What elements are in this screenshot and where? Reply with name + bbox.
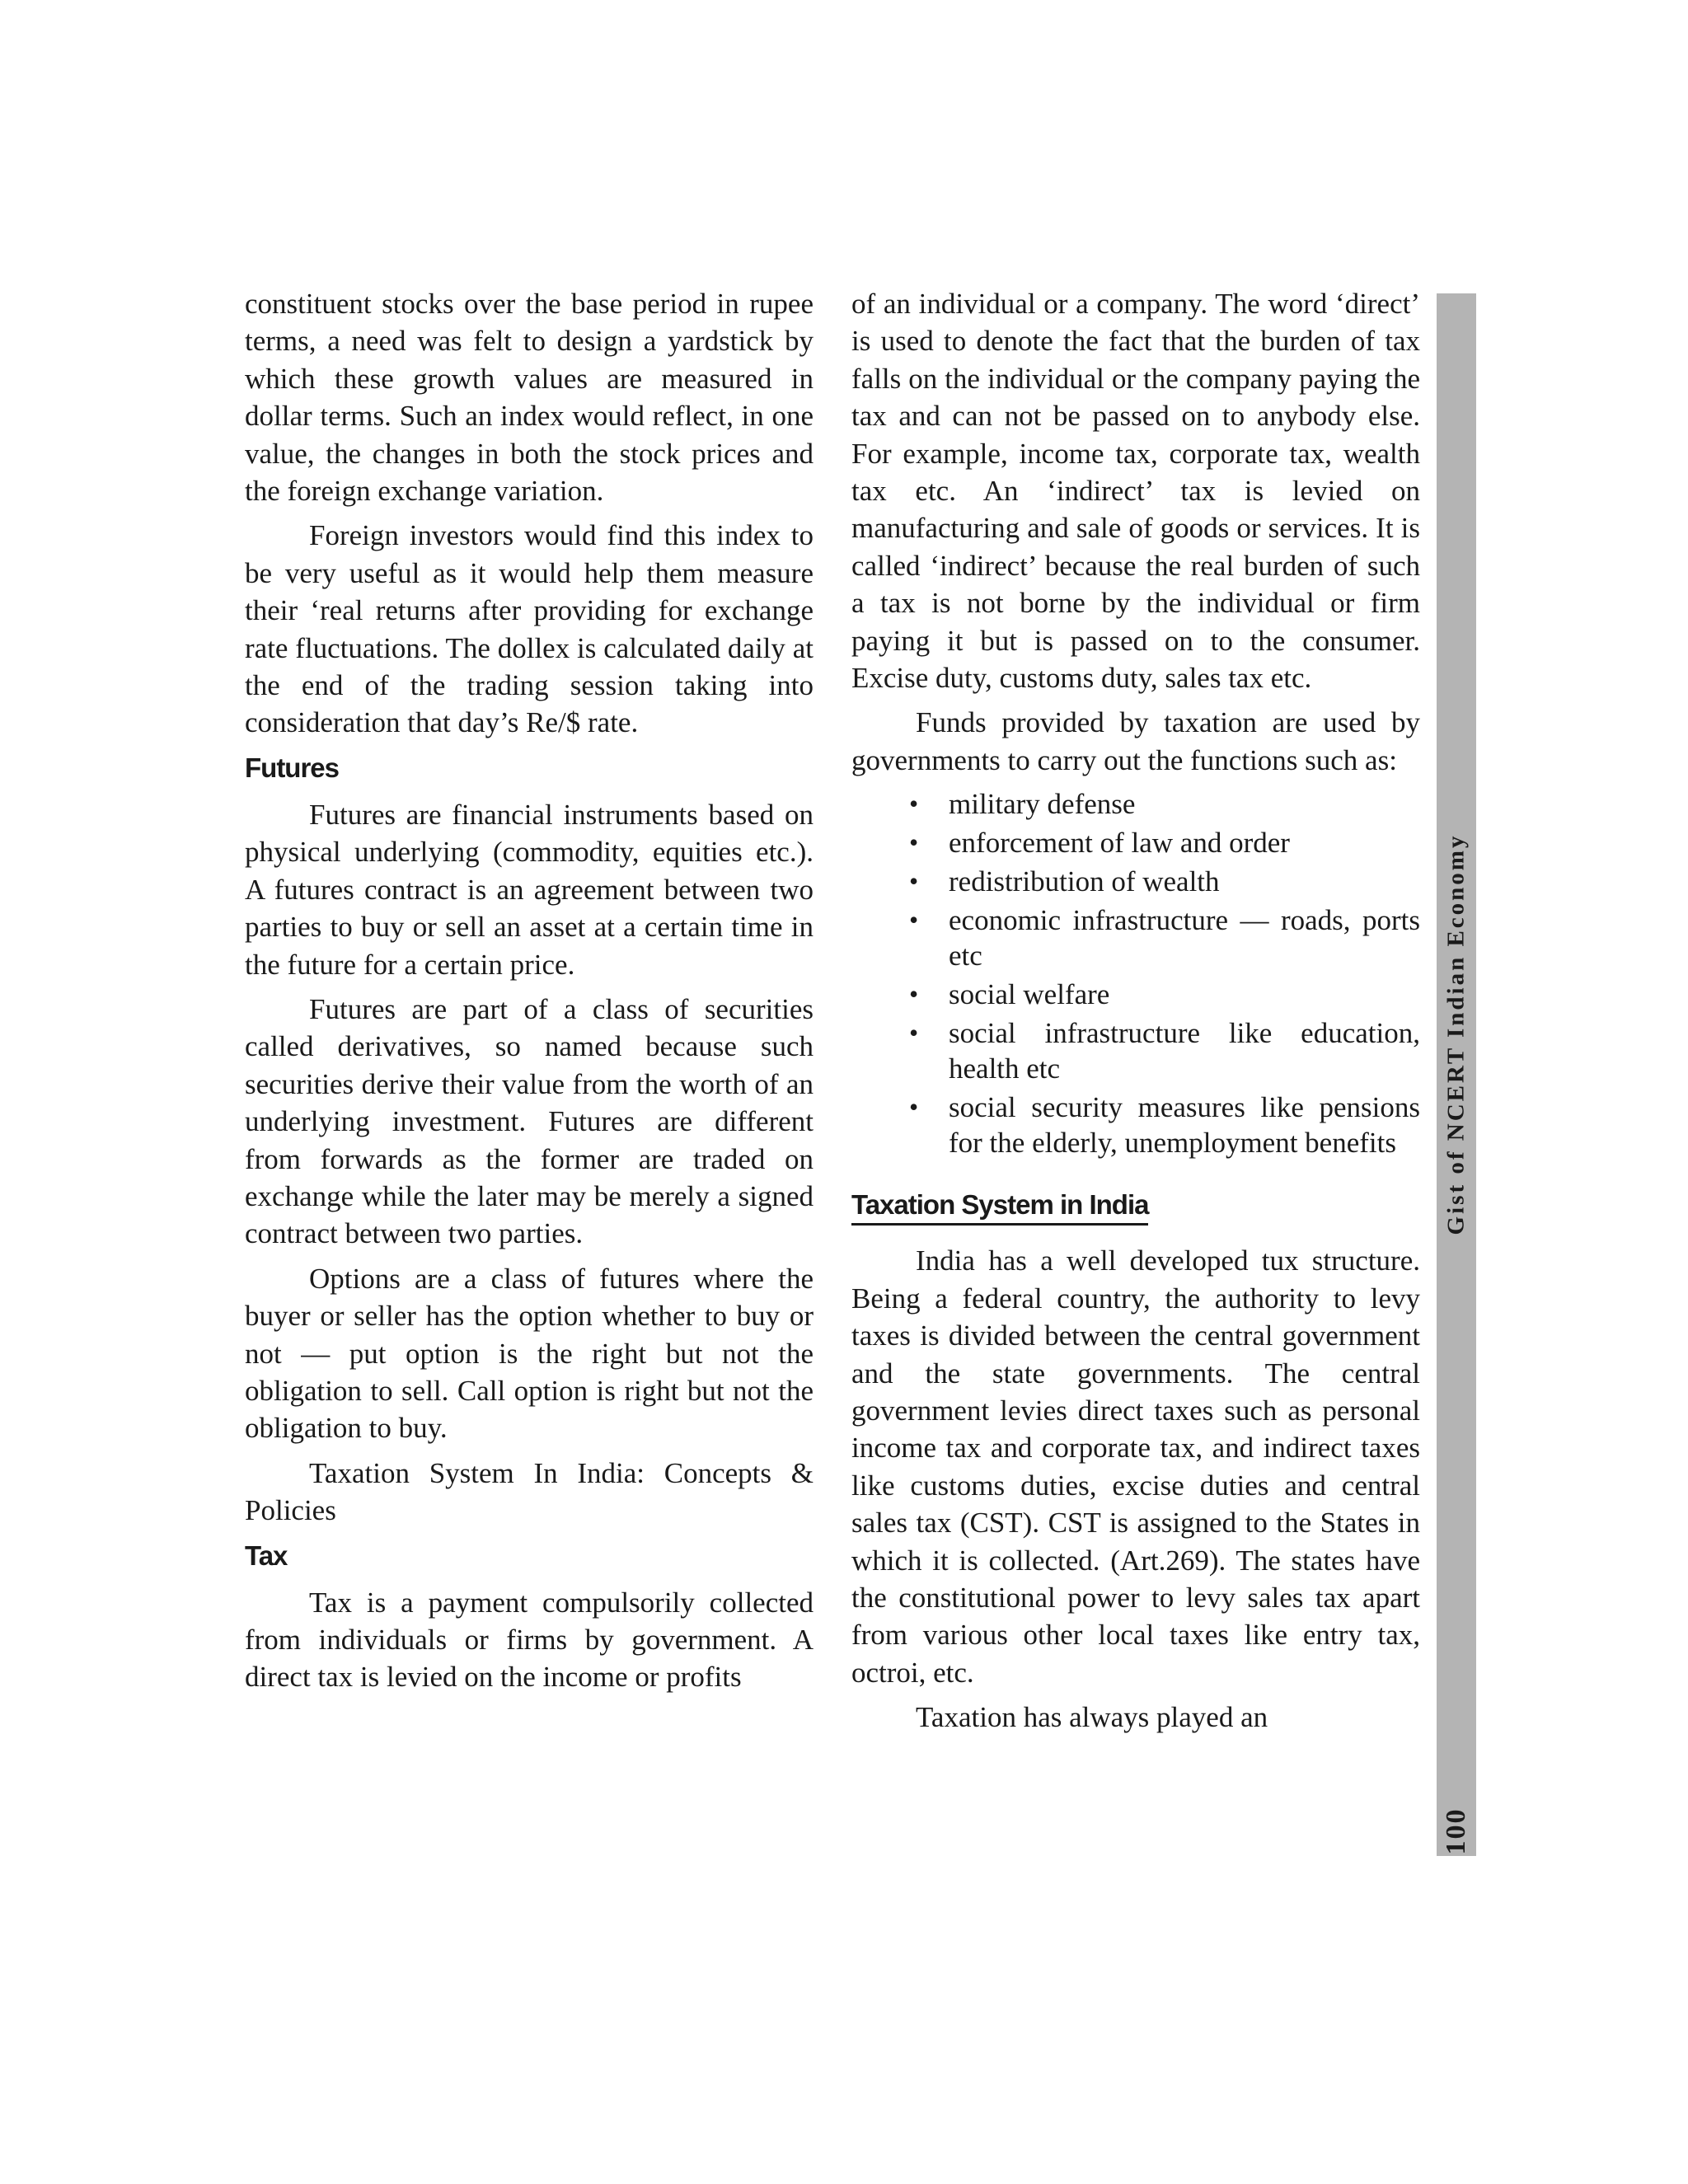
section-heading-taxation-system: Taxation System in India [851, 1188, 1148, 1226]
paragraph: of an individual or a company. The word ‘direct’ is used to denote the fact that the burden of tax falls on the individual or the company paying the tax and can not be passed on to anybody else. For example, income tax, corporate tax, wealth tax etc. An ‘indirect’ tax is levied on manufacturing and sale of goods or services. It is called ‘indirect’ because the real burden of such a tax is not borne by the individual or firm paying it but is passed on to the consumer. Excise duty, customs duty, sales tax etc. [851, 288, 1420, 695]
paragraph: Futures are financial instruments based on physical underlying (commodity, equities etc.). A futures contract is an agreement between two parties to buy or sell an asset at a certain time in the future for a certain price. [245, 798, 814, 981]
list-item-text: economic infrastructure — roads, ports etc [949, 904, 1420, 972]
list-item [851, 825, 1420, 860]
bullet-icon: • [909, 979, 919, 1010]
paragraph: constituent stocks over the base period in rupee terms, a need was felt to design a yardstick by which these growth values are measured in dollar terms. Such an index would reflect, in one value, the changes in both the stock prices and the foreign exchange variation. [245, 288, 814, 508]
running-title-text: Gist of NCERT Indian Economy [1442, 833, 1470, 1235]
list-item [851, 977, 1420, 1012]
left-column [245, 285, 814, 1704]
paragraph: Options are a class of futures where the buyer or seller has the option whether to buy or not — put option is the right but not the obligation to sell. Call option is right but not the obligation to buy. [245, 1262, 814, 1445]
list-item-text: military defense [949, 788, 1136, 821]
list-item [851, 864, 1420, 899]
bullet-icon: • [909, 1018, 919, 1048]
paragraph: Funds provided by taxation are used by governments to carry out the functions such as: [851, 706, 1420, 776]
paragraph: Futures are part of a class of securities called derivatives, so named because such securities derive their value from the worth of an underlying investment. Futures are different from forwards as the former are traded on exchange while the later may be merely a signed contract between two parties. [245, 992, 814, 1250]
paragraph: Tax is a payment compulsorily collected from individuals or firms by government. A direct tax is levied on the income or profits [245, 1586, 814, 1694]
section-heading-futures: Futures [245, 752, 340, 783]
list-item-text: social welfare [949, 978, 1110, 1011]
list-item-text: enforcement of law and order [949, 827, 1290, 860]
bullet-icon: • [909, 827, 919, 858]
bullet-icon: • [909, 789, 919, 819]
list-item-text: social infrastructure like education, health etc [949, 1017, 1420, 1085]
list-item [851, 786, 1420, 822]
list-item-text: social security measures like pensions for the elderly, unemployment benefits [949, 1091, 1420, 1160]
paragraph: Foreign investors would find this index to be very useful as it would help them measure their ‘real returns after providing for exchange rate fluctuations. The dollex is calculated daily at the end of the trading session taking into consideration that day’s Re/$ rate. [245, 519, 814, 739]
list-item [851, 1015, 1420, 1086]
page-number-text: 100 [1441, 1807, 1471, 1855]
paragraph: Taxation System In India: Concepts & Policies [245, 1456, 814, 1527]
bullet-icon: • [909, 905, 919, 935]
paragraph: India has a well developed tux structure. Being a federal country, the authority to levy taxes is divided between the central government and the state governments. The central government levies direct taxes such as personal income tax and corporate tax, and indirect taxes like customs duties, excise duties and central sales tax (CST). CST is assigned to the States in which it is collected. (Art.269). The states have the constitutional power to levy sales tax apart from various other local taxes like entry tax, octroi, etc. [851, 1244, 1420, 1689]
section-heading-tax: Tax [245, 1540, 288, 1571]
list-item-text: redistribution of wealth [949, 865, 1220, 898]
paragraph: Taxation has always played an [916, 1701, 1268, 1734]
list-item [851, 902, 1420, 973]
bullet-icon: • [909, 1092, 919, 1122]
functions-list [851, 786, 1420, 1160]
list-item [851, 1090, 1420, 1160]
right-column [851, 285, 1420, 1744]
bullet-icon: • [909, 866, 919, 897]
